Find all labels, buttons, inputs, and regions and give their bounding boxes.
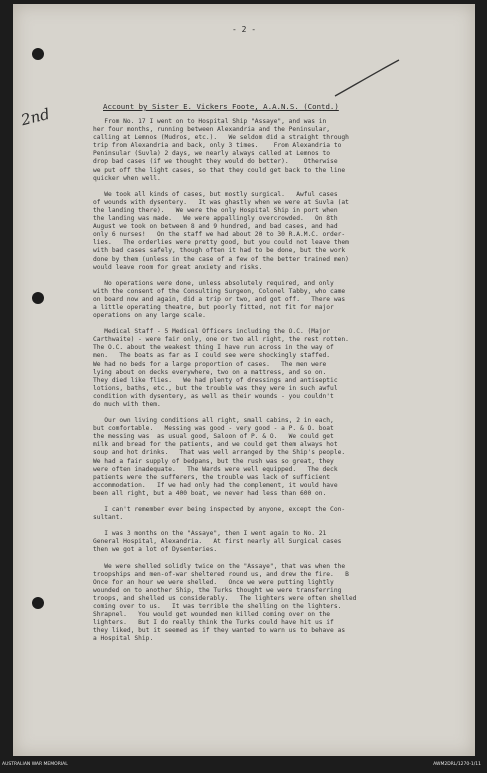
paragraph: We were shelled solidly twice on the "Assaye", that was when the troopships and men-of-war sheltered round us, and drew the fire. B Once for an hour we were shelled. Once we were putting lightly wounded on to another Ship, the Turks thought we were transferring troops, and shelled us considerably. The lighters were often shelled coming over to us. It was terrible the shelling on the lighters. Shrapnel. You would get wounded men killed coming over on the lighters. But I do really think the Turks could have hit us if they liked, but it seemed as if they wanted to warn us to behave as a Hospital Ship. [93,562,357,643]
paragraph: We took all kinds of cases, but mostly surgical. Awful cases of wounds with dysentery. It was ghastly when we were at Suvla (at the landing there). We were the only Hospital Ship in port when the landing was made. We were appallingly overcrowded. On 8th August we took on between 8 and 9 hundred, and bad cases, and had only 6 nurses! On the staff we had about 20 to 30 R.A.M.C. order- lies. The orderlies were pretty good, but you could not leave them with bad cases safely, though often it had to be done, but the work done by them (unless in the case of a few of the better trained men) would leave room for great anxiety and risks. [93,190,349,271]
document-page [13,4,475,756]
handwritten-note: 2nd [19,104,52,130]
paragraph: No operations were done, unless absolutely required, and only with the consent of the Consulting Surgeon, Colonel Tabby, who came on board now and again, did a trip or two, and got off. There was a little operating theatre, but poorly fitted, not fit for major operations on any large scale. [93,279,346,320]
paragraph: I was 3 months on the "Assaye", then I went again to No. 21 General Hospital, Alexandria. At first nearly all Surgical cases then we got a lot of Dysenteries. [93,530,342,554]
document-title: Account by Sister E. Vickers Foote, A.A.N.S. (Contd.) [103,102,339,111]
paragraph: Our own living conditions all right, small cabins, 2 in each, but comfortable. Messing was good - very good - a P. & O. boat the messing was as usual good, Saloon of P. & O. We could get milk and bread for the patients, and we could get them always hot soup and hot drinks. That was well arranged by the Ship's people. We had a fair supply of bedpans, but the rush was so great, they were often inadequate. The Wards were well equipped. The deck patients were the sufferers, the trouble was lack of sufficient accommodation. If we had only had the complement, it would have been all right, but a 400 boat, we never had less than 600 on. [93,417,346,497]
pen-stroke-mark [333,56,403,101]
document-body [93,118,465,651]
punch-hole [32,597,44,609]
footer-archive-label: AUSTRALIAN WAR MEMORIAL [2,762,68,767]
page-number: - 2 - [231,25,257,34]
paragraph: I can't remember ever being inspected by anyone, except the Con- sultant. [93,506,346,522]
punch-hole [32,48,44,60]
footer-reference-code: AWM2DRL/1270-1/11 [433,762,481,767]
punch-hole [32,292,44,304]
paragraph: Medical Staff - 5 Medical Officers including the O.C. (Major Carthwaite) - were fair only, one or two all right, the rest rotten. The O.C. about the weakest thing I have run across in the way of men. The boats as far as I could see were shockingly staffed. We had no beds for a large proportion of cases. The men were lying about on decks everywhere, two on a mattress, and so on. They died like flies. We had plenty of dressings and antiseptic lotions, baths, etc., but the trouble was they were in such awful condition with dysentery, as well as their wounds - you couldn't do much with them. [93,328,349,408]
footer-bar [0,758,487,773]
paragraph: From No. 17 I went on to Hospital Ship "Assaye", and was in her four months, running between Alexandria and the Peninsular, calling at Lemnos (Mudros, etc.). We seldom did a straight through trip from Alexandria and back, only 3 times. From Alexandria to Peninsular (Suvla) 2 days, we nearly always called at Lemnos to drop bad cases (if we thought they would do better). Otherwise we put off the light cases, so that they could get back to the line quicker when well. [93,118,349,182]
